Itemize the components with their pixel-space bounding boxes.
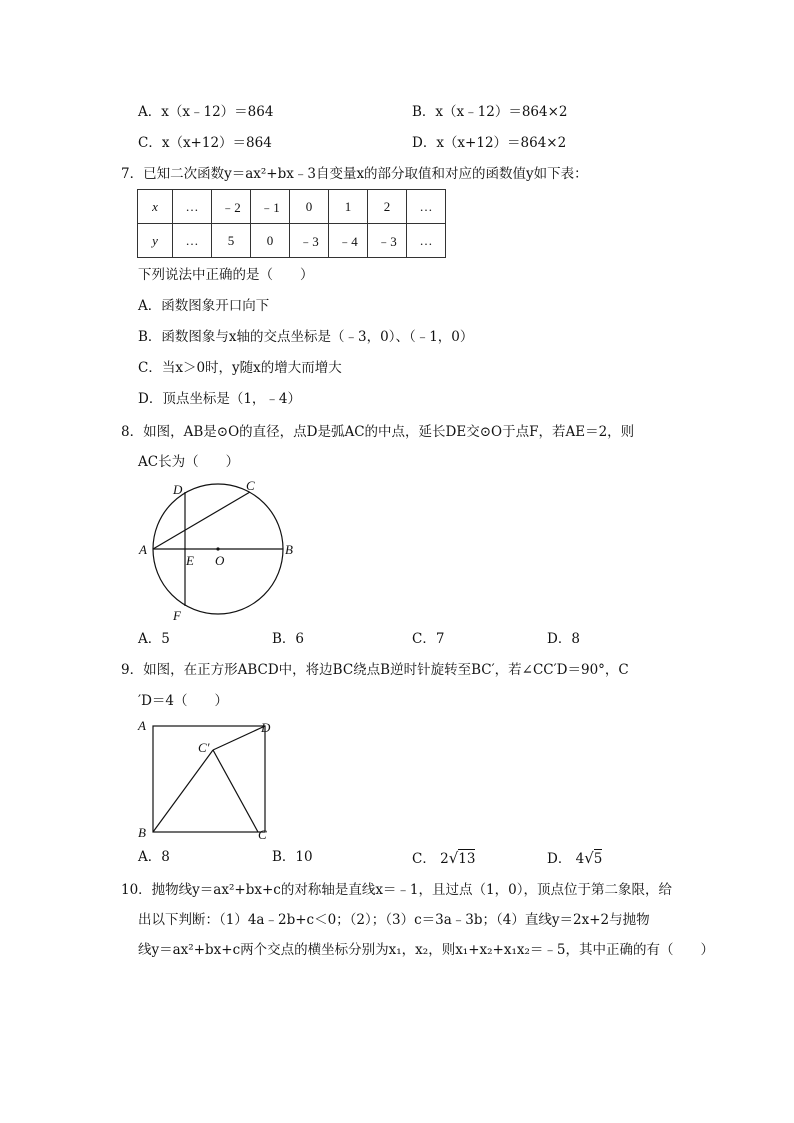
q7-value-table: [137, 189, 446, 258]
q9-segment-bcp: [153, 750, 213, 832]
q8-stem-line1: 8．如图，AB是⊙O的直径，点D是弧AC的中点，延长DE交⊙O于点F，若AE＝2，则: [121, 424, 635, 440]
q8-option-a: A．5: [138, 631, 170, 647]
q6-option-d: D．x（x+12）＝864×2: [412, 135, 567, 151]
q7-option-c: C．当x＞0时，y随x的增大而增大: [138, 360, 342, 376]
q8-option-b: B．6: [272, 631, 305, 647]
q9-option-d-coefficient: 4: [575, 851, 585, 867]
table-row: [138, 190, 446, 224]
q8-label-c: C: [246, 478, 255, 493]
q9-option-c-radicand: 13: [458, 851, 476, 867]
q8-chord-ac: [153, 492, 250, 549]
table-cell: ﹣1: [251, 190, 290, 224]
q7-option-a: A．函数图象开口向下: [138, 298, 270, 314]
table-cell: y: [138, 224, 173, 258]
sqrt-icon: √: [584, 849, 594, 867]
table-cell: …: [173, 224, 212, 258]
q8-label-d: D: [173, 482, 183, 497]
q9-option-c-coefficient: 2: [440, 851, 449, 867]
table-cell: ﹣2: [212, 190, 251, 224]
q9-segment-cpc: [213, 750, 258, 832]
q8-label-b: B: [285, 542, 293, 557]
q10-line3: 线y＝ax²+bx+c两个交点的横坐标分别为x₁，x₂，则x₁+x₂+x₁x₂＝﹣5，其中正确的有（ ）: [138, 942, 715, 958]
q9-label-cp: C′: [198, 740, 210, 755]
q8-option-c: C．7: [412, 631, 445, 647]
q8-option-d: D．8: [547, 631, 580, 647]
q8-label-e: E: [186, 553, 194, 568]
q9-option-d-radicand: 5: [593, 851, 603, 867]
q9-option-c: [412, 851, 475, 867]
table-cell: ﹣4: [329, 224, 368, 258]
q9-label-d: D: [261, 720, 271, 735]
q8-label-f: F: [173, 608, 181, 623]
table-cell: ﹣3: [368, 224, 407, 258]
q9-segment-cpd: [213, 726, 265, 750]
q9-option-b: B．10: [272, 849, 313, 865]
q9-label-b: B: [138, 825, 146, 840]
q9-option-c-letter: C．: [412, 851, 436, 867]
sqrt-icon: √: [448, 849, 459, 867]
q7-stem: 7．已知二次函数y＝ax²+bx﹣3自变量x的部分取值和对应的函数值y如下表：: [121, 166, 588, 182]
q6-option-a: A．x（x﹣12）＝864: [138, 104, 274, 120]
q8-circle-figure: [132, 478, 307, 626]
q6-option-b: B．x（x﹣12）＝864×2: [412, 104, 568, 120]
table-cell: ﹣3: [290, 224, 329, 258]
q10-line1: 10．抛物线y＝ax²+bx+c的对称轴是直线x＝﹣1，且过点（1，0），顶点位于第二象限，给: [121, 882, 672, 898]
q8-label-o: O: [215, 553, 225, 568]
table-cell: 1: [329, 190, 368, 224]
table-cell: x: [138, 190, 173, 224]
table-cell: 2: [368, 190, 407, 224]
q9-stem-line1: 9．如图，在正方形ABCD中，将边BC绕点B逆时针旋转至BC′，若∠CC′D＝90°，C: [121, 662, 629, 678]
table-cell: 0: [251, 224, 290, 258]
q9-option-a: A．8: [138, 849, 170, 865]
table-cell: 5: [212, 224, 251, 258]
q9-label-c: C: [258, 827, 267, 842]
q8-center-dot: [216, 547, 219, 550]
q9-option-d-letter: D．: [547, 851, 572, 867]
q10-line2: 出以下判断：（1）4a﹣2b+c＜0；（2）；（3）c＝3a﹣3b；（4）直线y＝2x+2与抛物: [138, 912, 650, 928]
q7-prompt: 下列说法中正确的是（ ）: [138, 267, 314, 283]
q8-stem-line2: AC长为（ ）: [138, 454, 240, 470]
table-row: [138, 224, 446, 258]
q7-option-b: B．函数图象与x轴的交点坐标是（﹣3，0）、（﹣1，0）: [138, 329, 474, 345]
table-cell: …: [173, 190, 212, 224]
table-cell: …: [407, 190, 446, 224]
q6-option-c: C．x（x+12）＝864: [138, 135, 272, 151]
table-cell: 0: [290, 190, 329, 224]
q8-label-a: A: [139, 542, 147, 557]
q9-label-a: A: [138, 718, 146, 733]
q7-option-d: D．顶点坐标是（1，﹣4）: [138, 391, 302, 407]
table-cell: …: [407, 224, 446, 258]
q9-square-figure: [134, 716, 279, 842]
q9-stem-line2: ′D＝4（ ）: [138, 693, 228, 709]
q9-option-d: [547, 851, 602, 867]
